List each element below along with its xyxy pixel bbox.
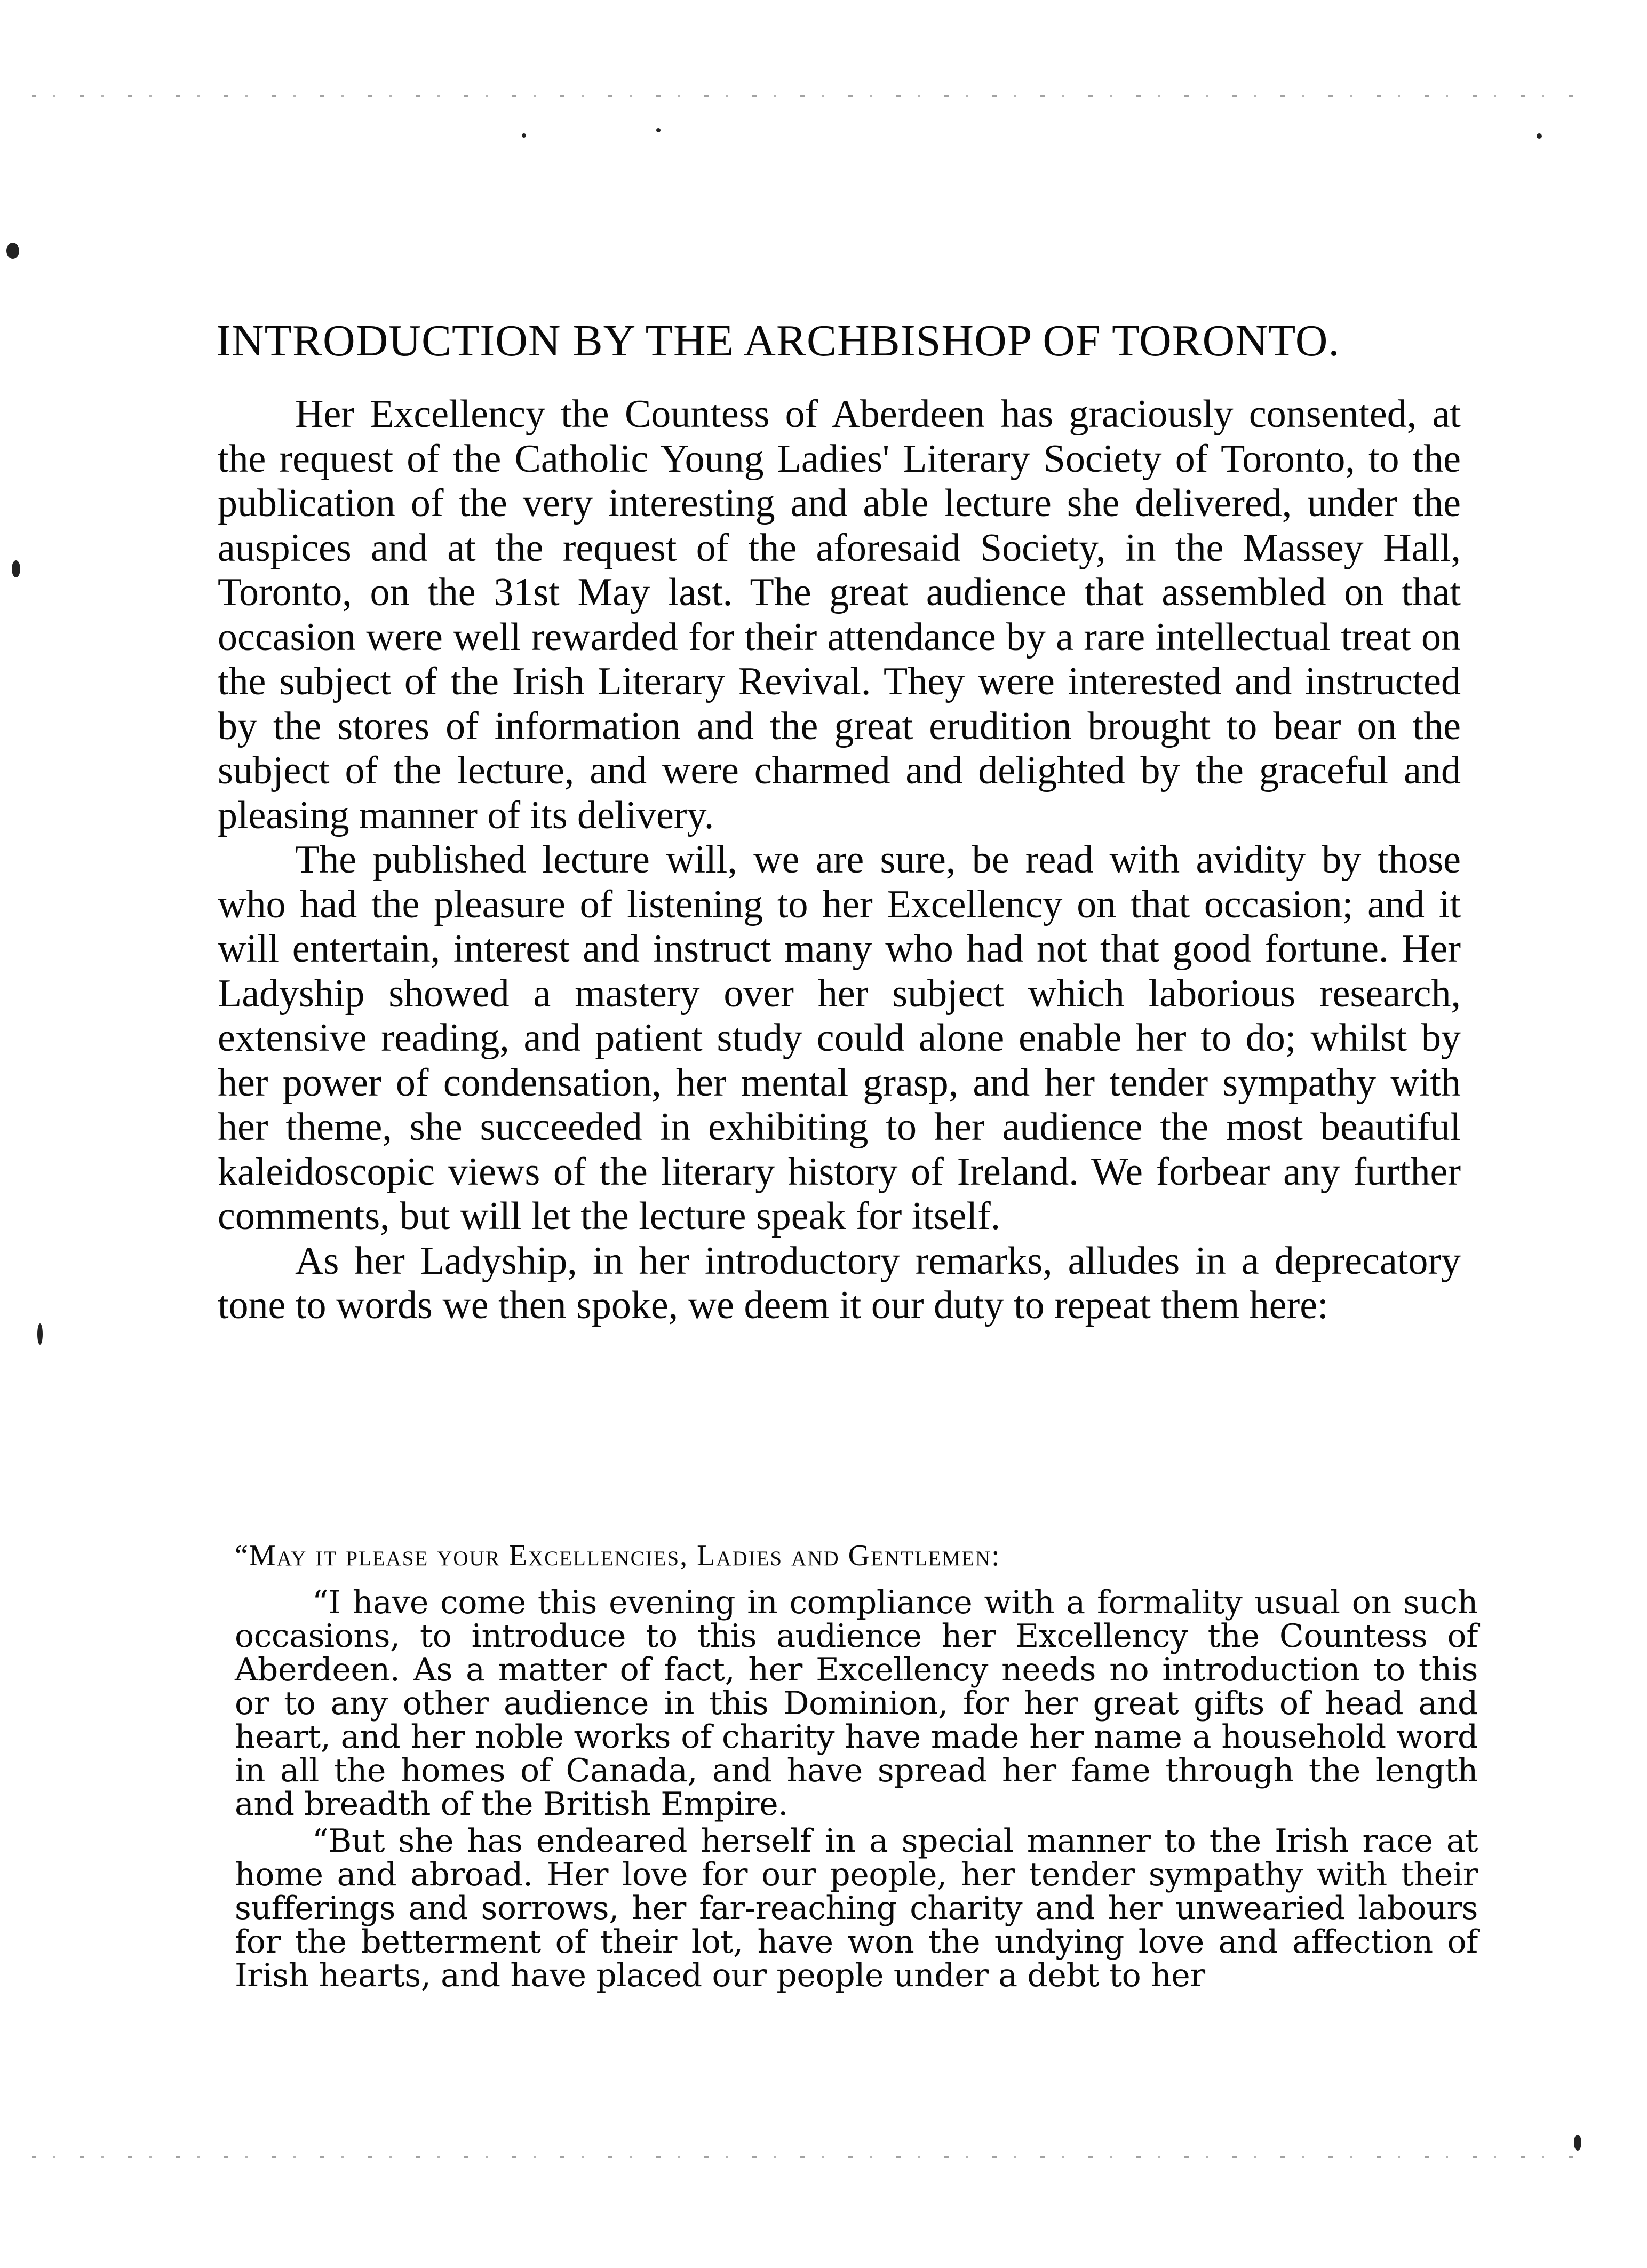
scan-noise-bottom <box>32 2156 1579 2158</box>
scan-speck <box>656 128 661 132</box>
intro-paragraph-1: Her Excellency the Countess of Aberdeen has graciously consented, at the request of the Catholic Young Ladies' Literary Society of Toronto, to the publication of the very interesting and able lecture she delivered, under the auspices and at the request of the aforesaid Society, in the Massey Hall, Toronto, on the 31st May last. The great audience that assembled on that occasion were well rewarded for their attendance by a rare intellectual treat on the subject of the Irish Literary Revival. They were interested and instructed by the stores of information and the great erudition brought to bear on the subject of the lecture, and were charmed and delighted by the graceful and pleasing manner of its delivery. <box>218 392 1461 837</box>
scan-speck <box>37 1323 43 1345</box>
intro-paragraph-2: The published lecture will, we are sure, be read with avidity by those who had the pleasure of listening to her Excellency on that occasion; and it will entertain, interest and instruct many who had not that good fortune. Her Ladyship showed a mastery over her subject which laborious research, extensive reading, and patient study could alone enable her to do; whilst by her power of condensation, her mental grasp, and her tender sympathy with her theme, she succeeded in exhibiting to her audience the most beautiful kaleidoscopic views of the literary history of Ireland. We forbear any further comments, but will let the lecture speak for itself. <box>218 838 1461 1238</box>
address-salutation: “May it please your Excellencies, Ladies and Gentlemen: <box>235 1539 1001 1572</box>
scan-speck <box>1574 2135 1581 2151</box>
scan-noise-top <box>32 95 1579 97</box>
scan-speck <box>1537 133 1542 139</box>
scan-speck <box>522 133 526 138</box>
quoted-address <box>235 1537 1478 1993</box>
scan-speck <box>6 243 19 259</box>
intro-paragraph-3: As her Ladyship, in her introductory remarks, alludes in a deprecatory tone to words we then spoke, we deem it our duty to repeat them here: <box>218 1239 1461 1327</box>
address-paragraph-2: “But she has endeared herself in a special manner to the Irish race at home and abroad. Her love for our people, her tender sympathy with their sufferings and sorrows, her far-reaching charity and her unwearied labours for the betterment of their lot, have won the undying love and affection of Irish hearts, and have placed our people under a debt to her <box>235 1822 1478 1994</box>
address-paragraph-1: “I have come this evening in compliance with a formality usual on such occasions, to introduce to this audience her Excellency the Countess of Aberdeen. As a matter of fact, her Excellency needs no introduction to this or to any other audience in this Dominion, for her great gifts of head and heart, and her noble works of charity have made her name a household word in all the homes of Canada, and have spread her fame through the length and breadth of the British Empire. <box>235 1584 1478 1823</box>
page-heading: INTRODUCTION BY THE ARCHBISHOP OF TORONTO. <box>216 316 1340 366</box>
introduction-body <box>218 392 1461 1328</box>
scan-speck <box>12 560 20 577</box>
